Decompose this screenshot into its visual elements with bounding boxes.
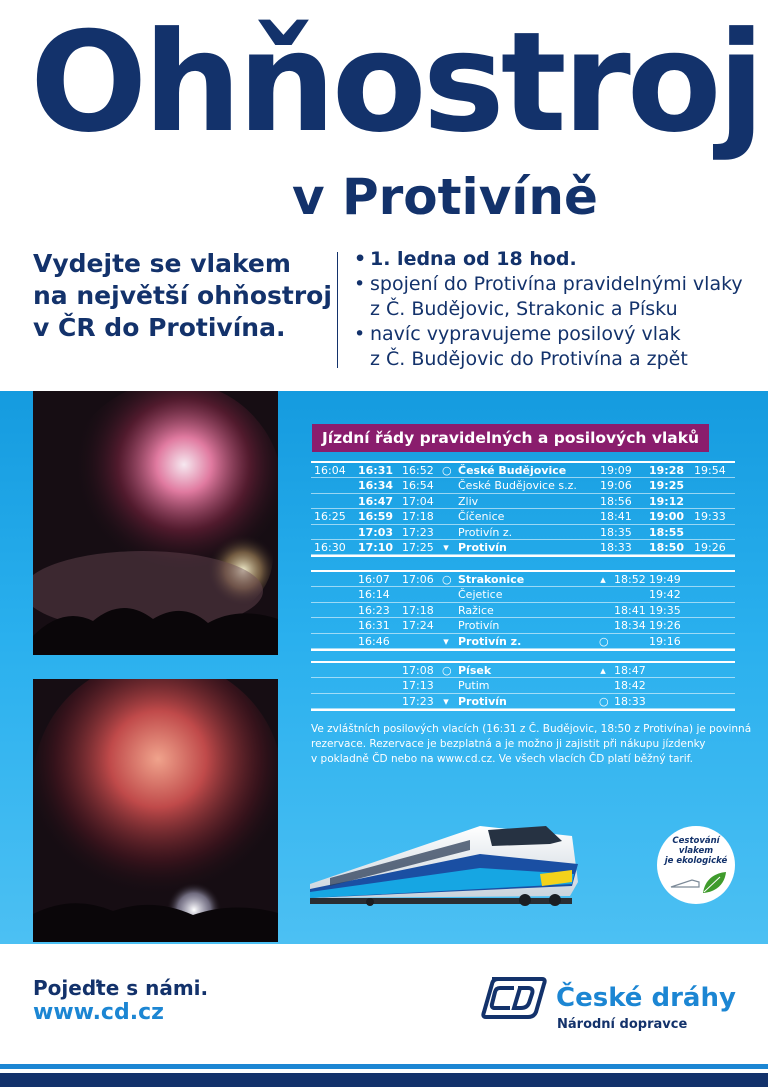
bullet-item: • navíc vypravujeme posilový vlak bbox=[354, 322, 764, 347]
time-cell: 17:03 bbox=[358, 525, 394, 539]
note-line: Ve zvláštních posilových vlacích (16:31 z Č. Budějovic, 18:50 z Protivína) je povinná bbox=[311, 723, 752, 735]
time-cell: 19:16 bbox=[649, 634, 681, 648]
station-name: Protivín z. bbox=[458, 634, 522, 648]
time-cell: 19:26 bbox=[649, 619, 681, 633]
time-cell: 17:04 bbox=[402, 494, 434, 508]
route-end-marker: ○ bbox=[599, 694, 609, 708]
time-cell: 17:23 bbox=[402, 525, 434, 539]
route-start-marker: ○ bbox=[442, 464, 452, 477]
bullet-continuation: z Č. Budějovic, Strakonic a Písku bbox=[370, 298, 678, 320]
eco-badge bbox=[657, 826, 735, 904]
lead-text bbox=[33, 248, 333, 344]
table-row bbox=[311, 663, 735, 678]
eco-badge-text bbox=[657, 836, 735, 866]
brand-name: České dráhy bbox=[556, 983, 736, 1013]
station-name: České Budějovice bbox=[458, 464, 567, 477]
arrow-down-icon: ▾ bbox=[443, 540, 449, 554]
timetable-section-pisek bbox=[311, 661, 735, 711]
time-cell: 17:18 bbox=[402, 510, 434, 524]
note-line: rezervace. Rezervace je bezplatná a je možno ji zajistit při nákupu jízdenky bbox=[311, 738, 706, 750]
time-cell: 16:04 bbox=[314, 464, 346, 477]
station-name: Protivín bbox=[458, 619, 500, 633]
brand-tagline: Národní dopravce bbox=[557, 1017, 688, 1032]
table-row bbox=[311, 463, 735, 478]
station-name: Čejetice bbox=[458, 588, 503, 602]
time-cell: 17:08 bbox=[402, 664, 434, 677]
time-cell: 17:25 bbox=[402, 540, 434, 554]
timetable-section-budejovice bbox=[311, 461, 735, 557]
station-name: České Budějovice s.z. bbox=[458, 479, 577, 493]
time-cell: 19:12 bbox=[649, 494, 685, 508]
time-cell: 19:33 bbox=[694, 510, 726, 524]
time-cell: 18:33 bbox=[614, 694, 646, 708]
table-row bbox=[311, 572, 735, 587]
time-cell: 16:54 bbox=[402, 479, 434, 493]
bullet-item: • 1. ledna od 18 hod. bbox=[354, 247, 764, 272]
table-row bbox=[311, 478, 735, 493]
fireworks-photo-bottom bbox=[33, 679, 278, 942]
train-icon bbox=[670, 876, 700, 890]
table-row bbox=[311, 509, 735, 524]
lead-line: na největší ohňostroj bbox=[33, 281, 332, 310]
time-cell: 17:23 bbox=[402, 694, 434, 708]
lead-line: v ČR do Protivína. bbox=[33, 313, 286, 342]
time-cell: 16:31 bbox=[358, 464, 394, 477]
leaf-icon bbox=[701, 871, 727, 895]
lead-line: Vydejte se vlakem bbox=[33, 249, 291, 278]
footer-slogan: Pojeďte s námi. bbox=[33, 976, 209, 1000]
table-row bbox=[311, 618, 735, 633]
info-bullets bbox=[354, 247, 764, 372]
eco-badge-line: vlakem bbox=[678, 846, 714, 856]
route-end-marker: ○ bbox=[599, 634, 609, 648]
timetable-section-strakonice bbox=[311, 570, 735, 651]
eco-badge-line: je ekologické bbox=[664, 856, 728, 866]
time-cell: 16:14 bbox=[358, 588, 390, 602]
time-cell: 16:47 bbox=[358, 494, 394, 508]
footer-stripe bbox=[0, 1064, 768, 1069]
station-name: Ražice bbox=[458, 603, 494, 617]
bullet-continuation: z Č. Budějovic do Protivína a zpět bbox=[370, 348, 688, 370]
station-name: Strakonice bbox=[458, 573, 525, 586]
cd-logo-icon bbox=[480, 976, 548, 1020]
arrow-down-icon: ▾ bbox=[443, 634, 449, 648]
time-cell: 16:46 bbox=[358, 634, 390, 648]
route-start-marker: ○ bbox=[442, 573, 452, 586]
time-cell: 16:31 bbox=[358, 619, 390, 633]
arrow-up-icon: ▴ bbox=[600, 664, 606, 677]
website-link[interactable]: www.cd.cz bbox=[33, 1000, 164, 1025]
arrow-down-icon: ▾ bbox=[443, 694, 449, 708]
station-name: Protivín bbox=[458, 540, 507, 554]
time-cell: 16:25 bbox=[314, 510, 346, 524]
time-cell: 17:18 bbox=[402, 603, 434, 617]
time-cell: 16:34 bbox=[358, 479, 394, 493]
table-rule bbox=[311, 555, 735, 557]
bullet-item: • spojení do Protivína pravidelnými vlaky bbox=[354, 272, 764, 297]
time-cell: 19:00 bbox=[649, 510, 685, 524]
time-cell: 19:28 bbox=[649, 464, 685, 477]
time-cell: 18:50 bbox=[649, 540, 685, 554]
note-line: v pokladně ČD nebo na www.cd.cz. Ve všech vlacích ČD platí běžný tarif. bbox=[311, 753, 693, 765]
poster-subtitle: v Protivíně bbox=[292, 168, 598, 226]
time-cell: 18:33 bbox=[600, 540, 632, 554]
train-illustration bbox=[310, 786, 580, 914]
table-row bbox=[311, 603, 735, 618]
table-rule bbox=[311, 649, 735, 651]
time-cell: 19:54 bbox=[694, 464, 726, 477]
time-cell: 19:35 bbox=[649, 603, 681, 617]
time-cell: 17:13 bbox=[402, 679, 434, 693]
time-cell: 19:25 bbox=[649, 479, 685, 493]
reservation-note bbox=[311, 722, 752, 767]
table-row bbox=[311, 587, 735, 602]
timetable-heading: Jízdní řády pravidelných a posilových vlaků bbox=[312, 424, 709, 452]
time-cell: 17:06 bbox=[402, 573, 434, 586]
arrow-up-icon: ▴ bbox=[600, 573, 606, 586]
poster-title: Ohňostroj bbox=[30, 2, 761, 163]
time-cell: 18:47 bbox=[614, 664, 646, 677]
table-row bbox=[311, 678, 735, 693]
table-rule bbox=[311, 709, 735, 711]
station-name: Putim bbox=[458, 679, 490, 693]
table-row bbox=[311, 494, 735, 509]
time-cell: 19:49 bbox=[649, 573, 681, 586]
time-cell: 19:06 bbox=[600, 479, 632, 493]
time-cell: 19:09 bbox=[600, 464, 632, 477]
time-cell: 18:55 bbox=[649, 525, 685, 539]
vertical-divider bbox=[337, 252, 338, 368]
time-cell: 16:30 bbox=[314, 540, 346, 554]
station-name: Číčenice bbox=[458, 510, 505, 524]
time-cell: 18:34 bbox=[614, 619, 646, 633]
time-cell: 16:23 bbox=[358, 603, 390, 617]
station-name: Protivín bbox=[458, 694, 507, 708]
route-start-marker: ○ bbox=[442, 664, 452, 677]
time-cell: 18:52 bbox=[614, 573, 646, 586]
time-cell: 16:52 bbox=[402, 464, 434, 477]
station-name: Písek bbox=[458, 664, 492, 677]
time-cell: 18:56 bbox=[600, 494, 632, 508]
time-cell: 18:35 bbox=[600, 525, 632, 539]
table-row bbox=[311, 525, 735, 540]
time-cell: 17:10 bbox=[358, 540, 394, 554]
time-cell: 16:07 bbox=[358, 573, 390, 586]
table-row bbox=[311, 634, 735, 649]
station-name: Protivín z. bbox=[458, 525, 513, 539]
time-cell: 18:41 bbox=[614, 603, 646, 617]
eco-badge-line: Cestování bbox=[672, 836, 720, 846]
time-cell: 17:24 bbox=[402, 619, 434, 633]
table-row bbox=[311, 694, 735, 709]
station-name: Zliv bbox=[458, 494, 479, 508]
time-cell: 18:41 bbox=[600, 510, 632, 524]
footer-stripe bbox=[0, 1073, 768, 1087]
time-cell: 19:26 bbox=[694, 540, 726, 554]
time-cell: 18:42 bbox=[614, 679, 646, 693]
fireworks-photo-top bbox=[33, 391, 278, 655]
time-cell: 19:42 bbox=[649, 588, 681, 602]
time-cell: 16:59 bbox=[358, 510, 394, 524]
table-row bbox=[311, 540, 735, 555]
